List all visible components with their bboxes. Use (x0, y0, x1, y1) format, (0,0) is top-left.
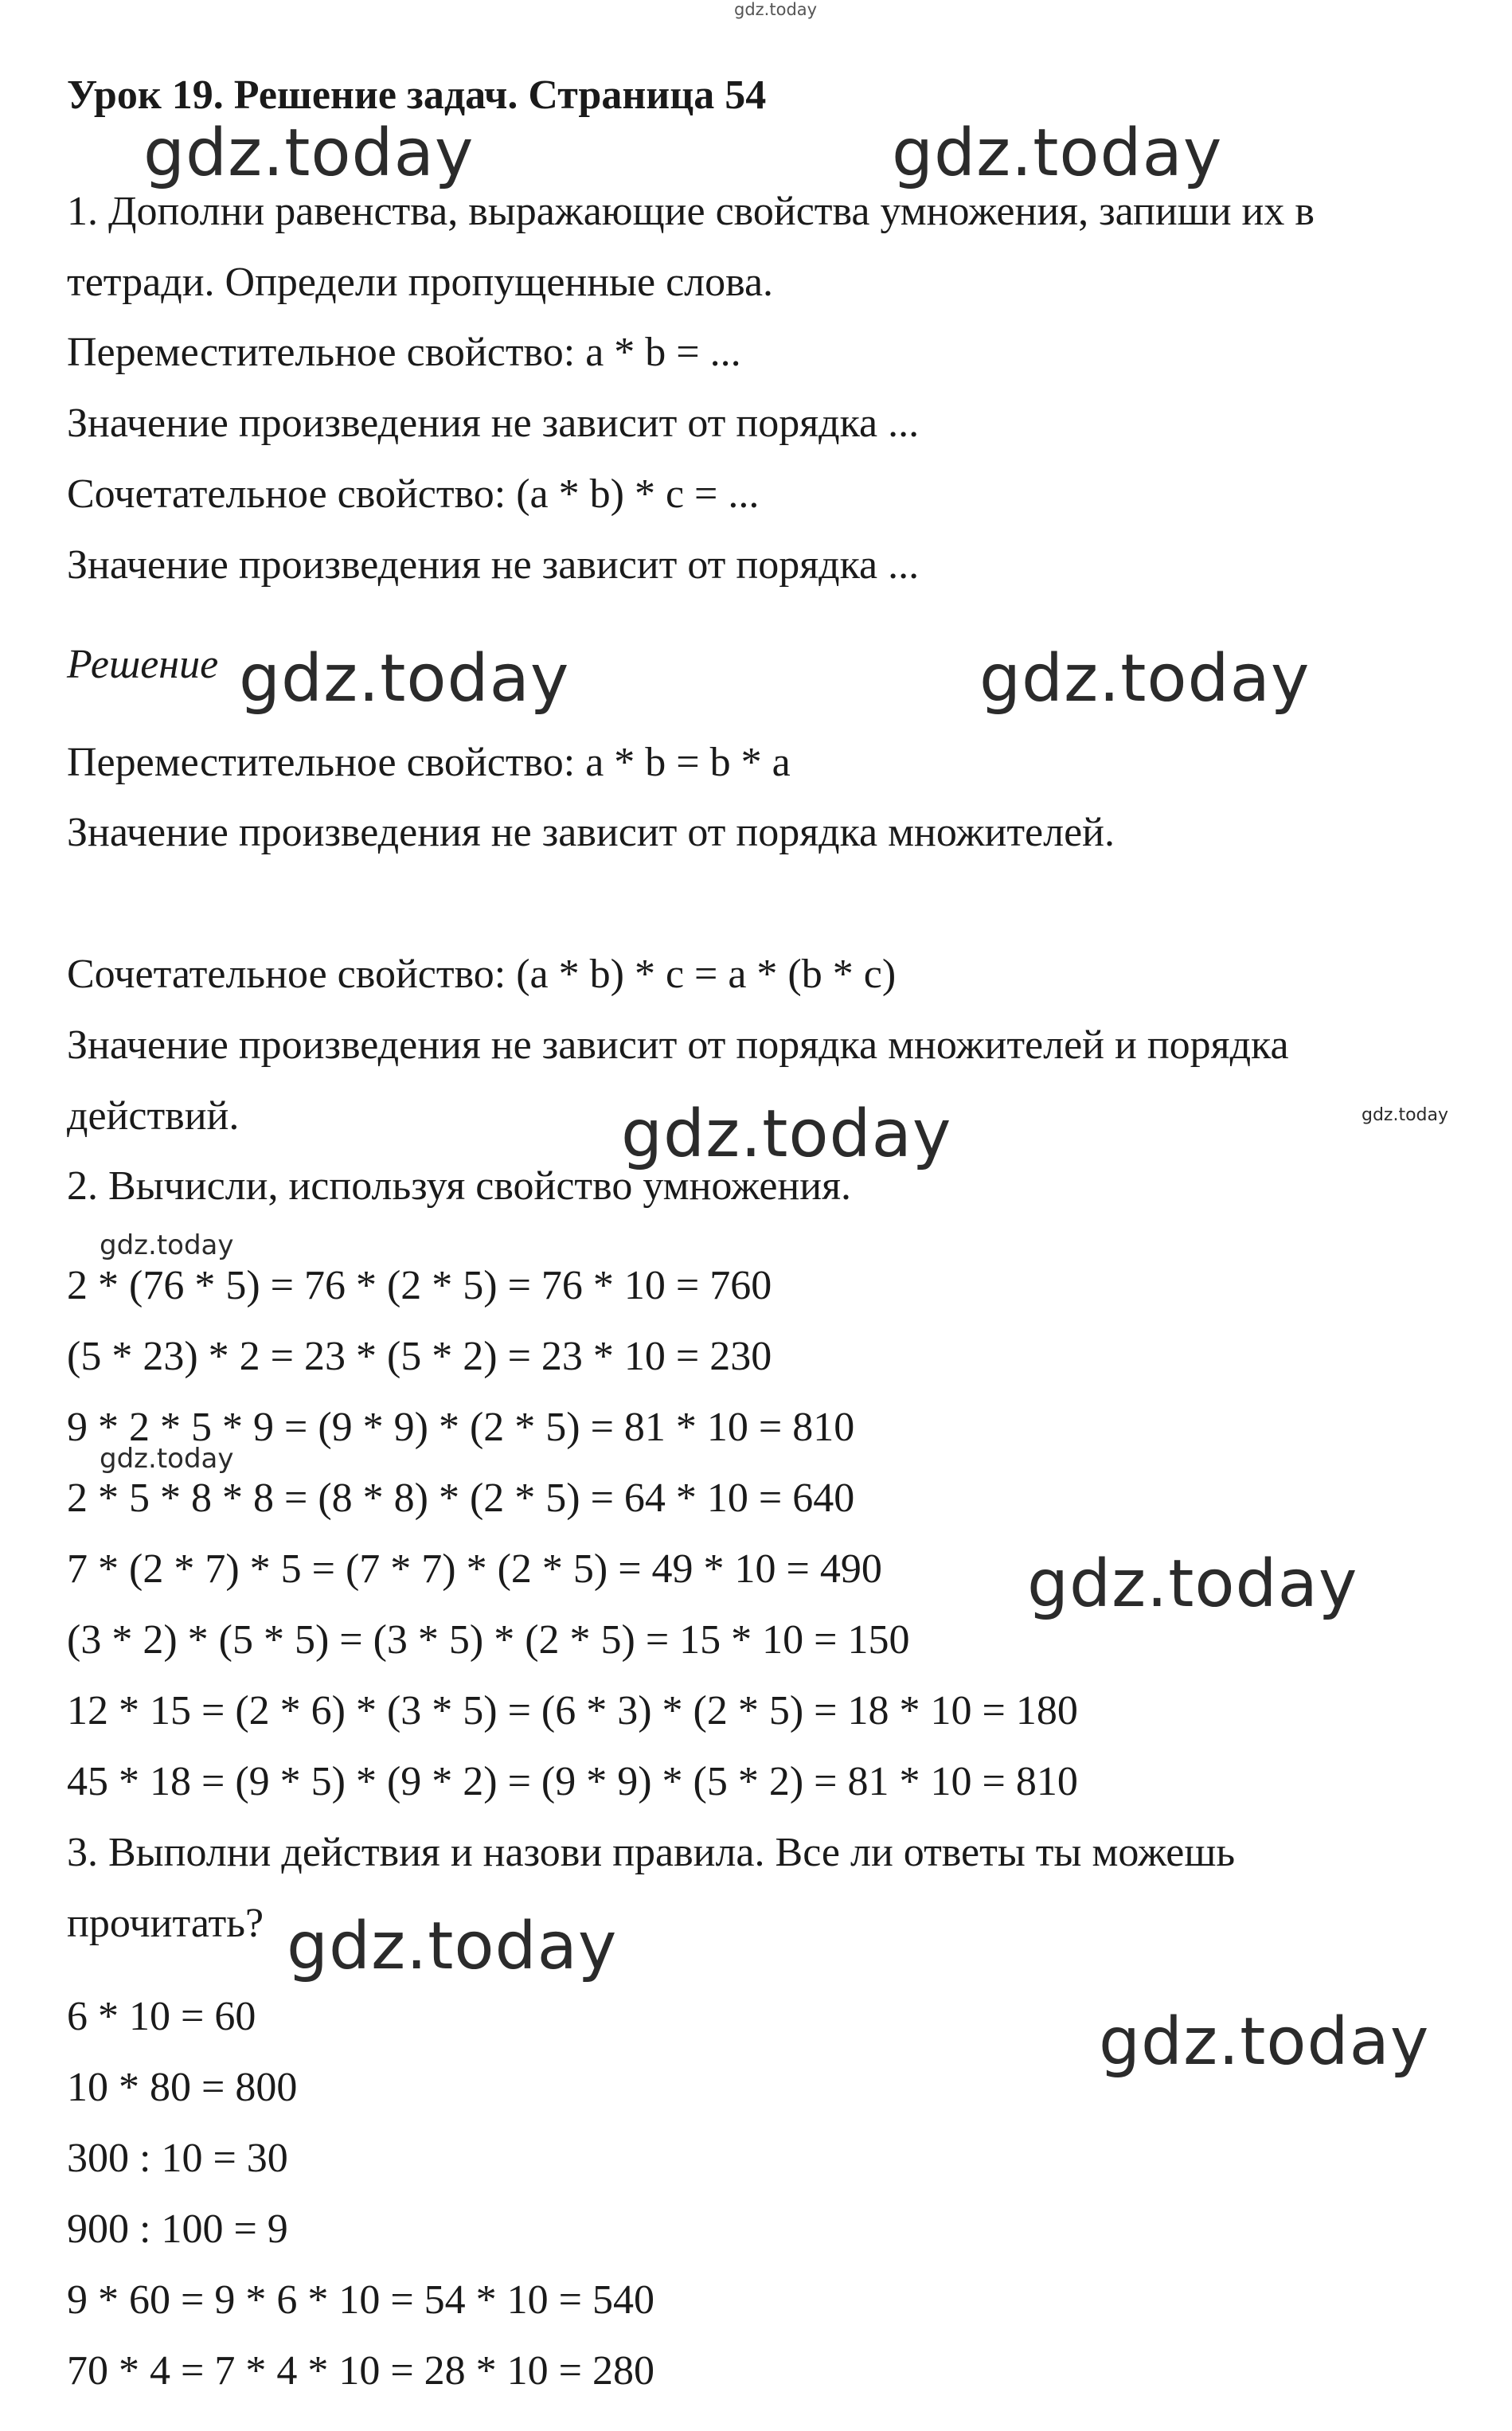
task3-text-line2: прочитать? (67, 1901, 264, 1946)
task2-line: (3 * 2) * (5 * 5) = (3 * 5) * (2 * 5) = 15 * 10 = 150 (67, 1617, 910, 1663)
watermark: gdz.today (100, 1443, 234, 1475)
solution-line: Сочетательное свойство: (a * b) * c = a * (b * c) (67, 952, 897, 997)
task2-line: 45 * 18 = (9 * 5) * (9 * 2) = (9 * 9) * (5 * 2) = 81 * 10 = 810 (67, 1759, 1078, 1804)
task3-line: 900 : 100 = 9 (67, 2206, 288, 2252)
task3-line: 300 : 10 = 30 (67, 2136, 288, 2181)
task1-text-line2: тетради. Определи пропущенные слова. (67, 260, 774, 305)
task3-text-line1: 3. Выполни действия и назови правила. Все ли ответы ты можешь (67, 1830, 1236, 1875)
watermark: gdz.today (979, 641, 1311, 717)
task3-line: 9 * 60 = 9 * 6 * 10 = 54 * 10 = 540 (67, 2277, 654, 2323)
task2-line: 7 * (2 * 7) * 5 = (7 * 7) * (2 * 5) = 49 * 10 = 490 (67, 1546, 882, 1592)
solution-line: Значение произведения не зависит от порядка множителей и порядка (67, 1022, 1289, 1068)
task2-line: 9 * 2 * 5 * 9 = (9 * 9) * (2 * 5) = 81 * 10 = 810 (67, 1405, 855, 1450)
watermark: gdz.today (143, 115, 475, 191)
watermark: gdz.today (621, 1096, 952, 1172)
page-title: Урок 19. Решение задач. Страница 54 (67, 72, 767, 118)
watermark: gdz.today (892, 115, 1223, 191)
watermark: gdz.today (1362, 1105, 1449, 1125)
watermark: gdz.today (1027, 1546, 1358, 1622)
task2-line: (5 * 23) * 2 = 23 * (5 * 2) = 23 * 10 = 230 (67, 1334, 772, 1379)
task1-text-line1: 1. Дополни равенства, выражающие свойства умножения, запиши их в (67, 189, 1315, 234)
task2-line: 2 * 5 * 8 * 8 = (8 * 8) * (2 * 5) = 64 * 10 = 640 (67, 1475, 855, 1521)
task2-title: 2. Вычисли, используя свойство умножения. (67, 1163, 852, 1209)
watermark: gdz.today (287, 1909, 618, 1984)
task2-line: 2 * (76 * 5) = 76 * (2 * 5) = 76 * 10 = 760 (67, 1263, 772, 1308)
task1-line: Значение произведения не зависит от порядка ... (67, 542, 920, 588)
watermark: gdz.today (239, 641, 570, 717)
task3-line: 10 * 80 = 800 (67, 2065, 298, 2110)
task2-line: 12 * 15 = (2 * 6) * (3 * 5) = (6 * 3) * (2 * 5) = 18 * 10 = 180 (67, 1688, 1078, 1733)
solution-line: Значение произведения не зависит от порядка множителей. (67, 810, 1115, 855)
watermark: gdz.today (1099, 2004, 1430, 2080)
solution-line: Переместительное свойство: a * b = b * a (67, 740, 791, 785)
solution-label: Решение (67, 642, 219, 687)
solution-line: действий. (67, 1093, 240, 1139)
task1-line: Сочетательное свойство: (a * b) * c = ... (67, 471, 760, 517)
task1-line: Значение произведения не зависит от порядка ... (67, 401, 920, 446)
task3-line: 6 * 10 = 60 (67, 1994, 256, 2039)
task3-line: 70 * 4 = 7 * 4 * 10 = 28 * 10 = 280 (67, 2348, 654, 2394)
watermark-top: gdz.today (734, 0, 818, 19)
task1-line: Переместительное свойство: a * b = ... (67, 330, 741, 375)
watermark: gdz.today (100, 1229, 234, 1261)
